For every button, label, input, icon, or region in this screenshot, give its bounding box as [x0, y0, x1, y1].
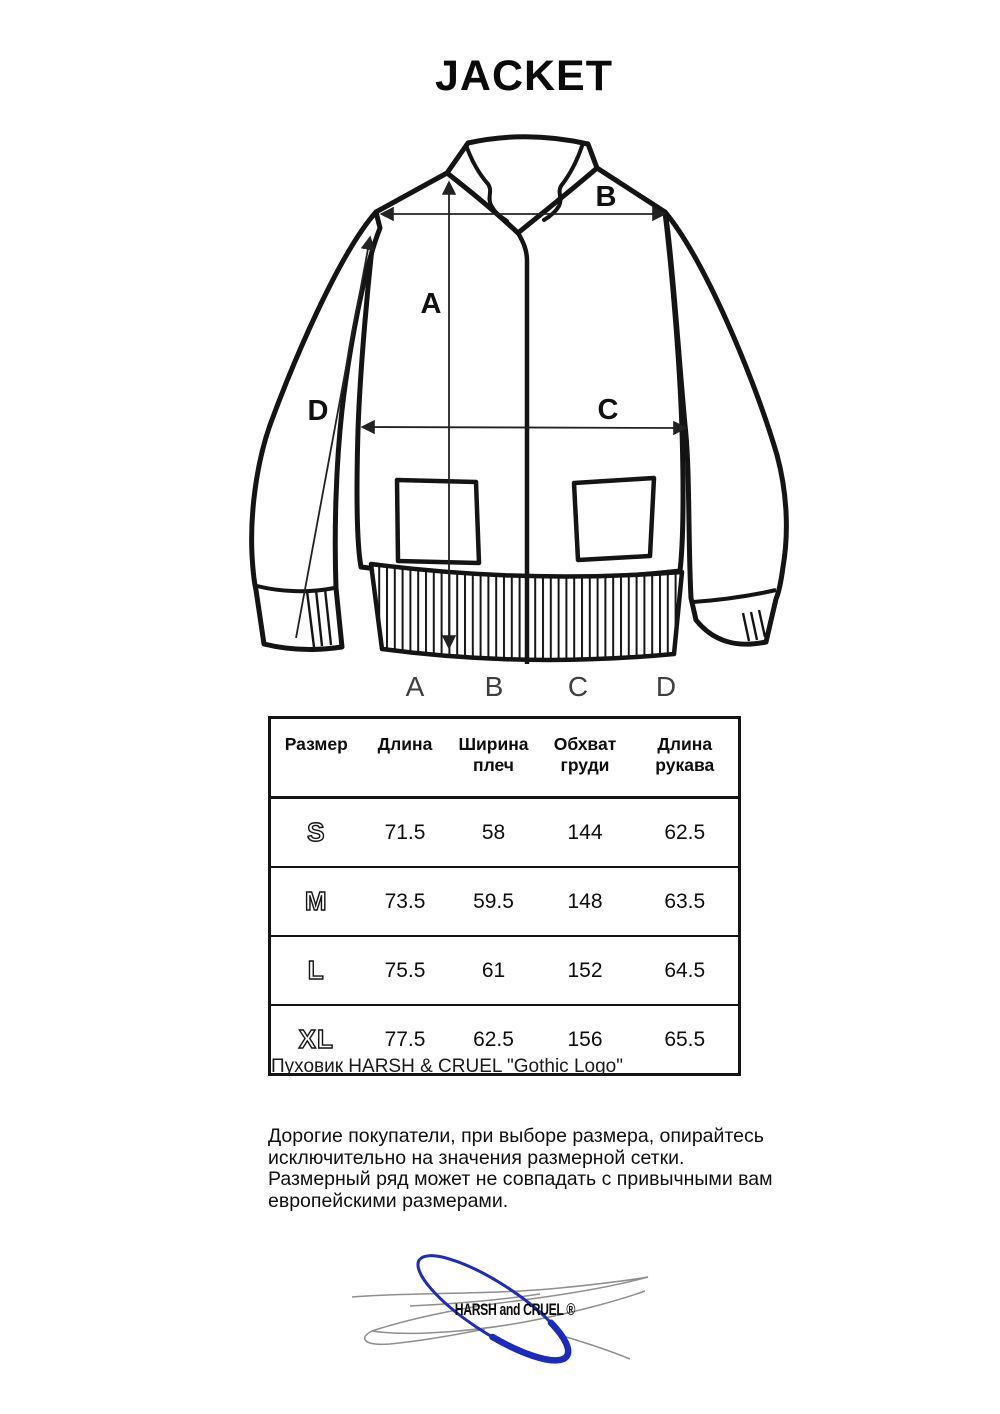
size-label: S	[307, 817, 326, 847]
note-line: Дорогие покупатели, при выборе размера, опирайтесь	[268, 1125, 764, 1147]
size-label: L	[307, 955, 325, 985]
diagram-label-c: C	[597, 394, 619, 426]
cell-value: 75.5	[362, 936, 449, 1005]
header-size: Размер	[270, 718, 362, 798]
pocket-left	[397, 480, 479, 563]
cell-value: 77.5	[362, 1005, 449, 1075]
cell-value: 62.5	[664, 820, 706, 844]
note-line: европейскими размерами.	[268, 1189, 509, 1212]
jacket-diagram	[230, 120, 810, 686]
column-letter-c: C	[567, 671, 589, 702]
cell-value: 73.5	[362, 867, 449, 936]
cell-value: 64.5	[632, 936, 740, 1005]
cell-value: 156	[539, 1005, 632, 1075]
brand-logo-svg	[350, 1248, 650, 1383]
cell-value: 152	[539, 936, 632, 1005]
size-label: XL	[298, 1024, 334, 1054]
diagram-label-a: A	[420, 288, 442, 320]
column-letter-d: D	[655, 671, 677, 702]
product-caption: Пуховик HARSH & CRUEL "Gothic Logo"	[271, 1056, 623, 1077]
size-label: M	[304, 886, 328, 916]
size-note	[268, 1126, 773, 1212]
size-table-header	[270, 718, 740, 798]
cell-value: 144	[567, 820, 603, 844]
header-chest: Обхват груди	[539, 718, 632, 798]
jacket-diagram-svg	[230, 120, 810, 686]
cell-value: 63.5	[632, 867, 740, 936]
diagram-label-b: B	[595, 181, 617, 213]
note-line: Размерный ряд может не совпадать с привычными вам	[268, 1168, 773, 1190]
table-row	[270, 867, 740, 936]
column-letter-b: B	[484, 671, 504, 702]
arrow-c-chest	[363, 427, 685, 428]
logo-text: HARSH and CRUEL ®	[454, 1301, 575, 1320]
measure-letters-row	[0, 671, 1000, 705]
cell-value: 59.5	[449, 867, 539, 936]
cell-value: 148	[539, 867, 632, 936]
table-row	[270, 936, 740, 1005]
page-title: JACKET	[434, 52, 614, 100]
table-row	[270, 798, 740, 868]
diagram-label-d: D	[307, 395, 329, 427]
pocket-right	[574, 478, 654, 560]
header-shoulders: Ширина плеч	[449, 718, 539, 798]
size-table	[268, 716, 741, 1076]
cell-value: 58	[481, 820, 506, 844]
header-sleeve: Длина рукава	[632, 718, 740, 798]
brand-logo	[350, 1248, 650, 1383]
note-line: исключительно на значения размерной сетки.	[268, 1146, 685, 1169]
header-row	[270, 718, 740, 798]
column-letter-a: A	[405, 671, 425, 702]
cell-value: 62.5	[449, 1005, 539, 1075]
cell-value: 61	[449, 936, 539, 1005]
cell-value: 71.5	[384, 820, 426, 844]
cell-value: 65.5	[632, 1005, 740, 1075]
header-length: Длина	[362, 718, 449, 798]
